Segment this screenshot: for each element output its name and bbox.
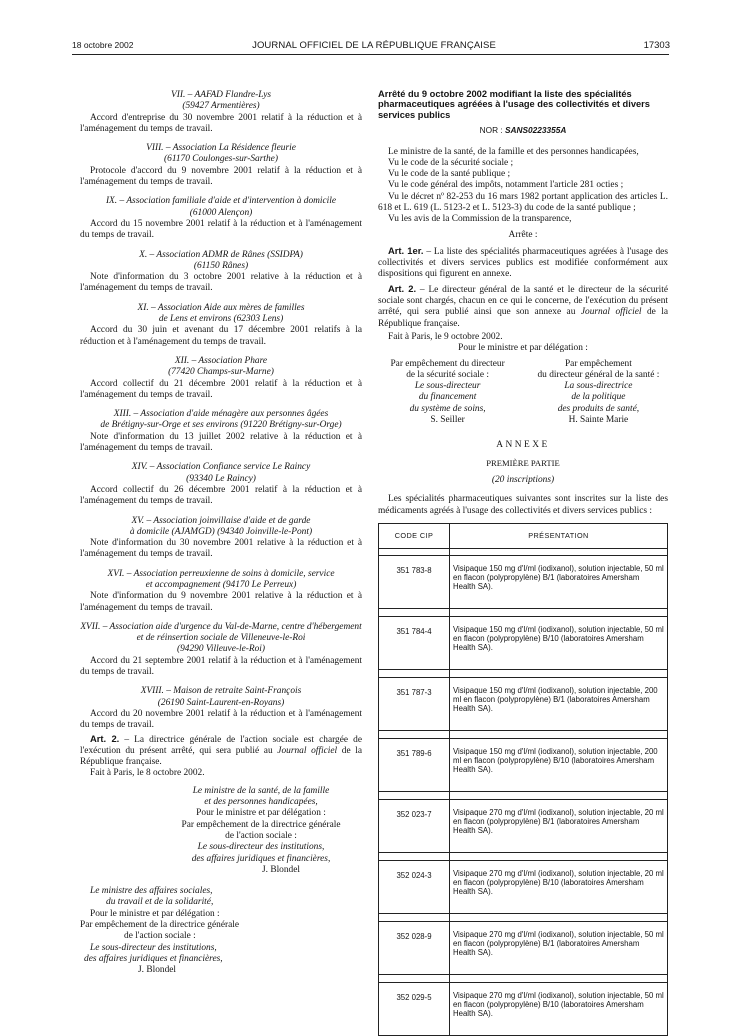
table-row [379,914,668,975]
presentation-text: Visipaque 270 mg d'I/ml (iodixanol), solution injectable, 20 ml en flacon (polypropylène) B/10 (laboratoires Amersham Health SA). [450,860,667,914]
visas-list [378,158,668,226]
table-row [379,609,668,670]
entry [80,356,362,401]
signature-block-right [378,359,668,427]
entry [80,143,362,188]
entry-text: Accord du 15 novembre 2001 relatif à la réduction et à l'aménagement du temps de travail. [80,218,362,241]
entry-text: Accord du 20 novembre 2001 relatif à la réduction et à l'aménagement du temps de travail. [80,708,362,731]
entry-text: Accord d'entreprise du 30 novembre 2001 relatif à la réduction et à l'aménagement du temps de travail. [80,112,362,134]
entry-title: XIII. – Association d'aide ménagère aux personnes âgées [113,409,329,420]
entry-title: XIV. – Association Confiance service Le Raincy [131,462,311,473]
table-row [379,853,668,914]
article-label: Art. 1er. [388,244,424,256]
entry-place: (59427 Armentières) [182,101,260,112]
entry [80,409,362,454]
table-row [379,731,668,792]
entry-place: (61170 Coulonges-sur-Sarthe) [164,154,278,165]
cip-code: 351 783-8 [379,555,449,609]
nor-reference: NOR : SANS0223355A [479,125,567,136]
right-done-at: Fait à Paris, le 9 octobre 2002. [388,331,503,342]
entry-text: Note d'information du 3 octobre 2001 relative à la réduction et à l'aménagement du temps de travail. [80,272,362,294]
cip-code: 351 789-6 [379,738,449,792]
entry-text: Note d'information du 30 novembre 2001 relative à la réduction et à l'aménagement du temps de travail. [80,538,362,560]
visa-line: Vu le code de la santé publique ; [388,169,511,180]
entry-text: Accord du 21 septembre 2001 relatif à la réduction et à l'aménagement du temps de travail. [80,655,362,678]
annexe-part: PREMIÈRE PARTIE [486,457,560,468]
cip-code: 351 787-3 [379,677,449,731]
entry-title: VIII. – Association La Résidence fleurie [146,143,296,154]
entry [80,462,362,507]
presentation-text: Visipaque 150 mg d'I/ml (iodixanol), solution injectable, 50 ml en flacon (polypropylène) B/1 (laboratoires Amersham Health SA). [450,555,667,609]
table-row [379,975,668,1036]
delegation-line: Pour le ministre et par délégation : [458,343,588,354]
visa-line: Vu le code de la sécurité sociale ; [388,157,514,168]
presentation-text: Visipaque 150 mg d'I/ml (iodixanol), solution injectable, 50 ml en flacon (polypropylène) B/10 (laboratoires Amersham Health SA). [450,616,667,670]
cip-code: 352 023-7 [379,799,449,853]
entry-place: (94290 Villeuve-le-Roi) [176,644,266,655]
entry-place: (77420 Champs-sur-Marne) [168,367,274,378]
entry-place: à domicile (AJAMGD) (94340 Joinville-le-Pont) [129,526,313,537]
entry-text: Note d'information du 9 novembre 2001 relative à la réduction et à l'aménagement du temps de travail. [80,591,362,613]
visa-line: Vu le décret nº 82-253 du 16 mars 1982 portant application des articles L. 618 et L. 619 (L. 5123-2 et L. 5123-3) du code de la santé publique ; [378,191,668,213]
entry [80,569,362,614]
signature-health: Par empêchement du directeur général de la santé : La sous-directrice de la politique des produits de santé, H. Sainte Marie [529,359,668,427]
entry-place: et accompagnement (94170 Le Perreux) [145,579,297,590]
header-rule [72,54,669,55]
entry-place: (26190 Saint-Laurent-en-Royans) [157,697,285,708]
left-column [80,90,362,976]
cip-table [378,523,668,1036]
annexe-count: (20 inscriptions) [491,474,555,485]
entry-place: de Brétigny-sur-Orge et ses environs (91220 Brétigny-sur-Orge) [100,420,342,431]
presentation-text: Visipaque 270 mg d'I/ml (iodixanol), solution injectable, 50 ml en flacon (polypropylène) B/10 (laboratoires Amersham Health SA). [450,982,667,1036]
cip-code: 351 784-4 [379,616,449,670]
entry [80,90,362,135]
entry-title: VII. – AAFAD Flandre-Lys [170,90,272,100]
entry [80,622,362,678]
entry-title: XII. – Association Phare [174,355,268,366]
decree-title: Arrêté du 9 octobre 2002 modifiant la liste des spécialités pharmaceutiques agréées à l'usage des collectivités et divers services publics [378,89,650,120]
entries-list [80,90,362,732]
journal-title: JOURNAL OFFICIEL DE LA RÉPUBLIQUE FRANÇAISE [252,40,496,51]
presentation-text: Visipaque 150 mg d'I/ml (iodixanol), solution injectable, 200 ml en flacon (polypropylène) B/10 (laboratoires Amersham Health SA). [450,738,667,792]
signatory-name: S. Seiller [430,415,465,426]
entry-place: (61000 Alençon) [189,207,253,218]
signatory-name: J. Blondel [138,965,177,976]
right-article-1: Art. 1er. – La liste des spécialités pharmaceutiques agréées à l'usage des collectivités et divers services publics est modifiée conformément aux dispositions qui figurent en annexe. [378,244,668,280]
entry-place: (61150 Rânes) [193,260,249,271]
cip-code: 352 024-3 [379,860,449,914]
signature-block-health: Le ministre de la santé, de la famille et des personnes handicapées, Pour le ministre et par délégation : Par empêchement de la directrice générale de l'action sociale : Le sous-directeur des institutions, des affaires juridiques et financières, J. Blondel [80,786,362,876]
signature-block-social: Le ministre des affaires sociales, du travail et de la solidarité, Pour le ministre et par délégation : Par empêchement de la directrice générale de l'action sociale : Le sous-directeur des institutions, des affaires juridiques et financières, J. Blondel [80,886,362,976]
entry-text: Accord collectif du 26 décembre 2001 relatif à la réduction et à l'aménagement du temps de travail. [80,484,362,507]
entry [80,303,362,348]
entry-text: Accord du 30 juin et avenant du 17 décembre 2001 relatifs à la réduction et à l'aménagement du temps de travail. [80,325,362,347]
cip-code: 352 029-5 [379,982,449,1036]
cip-code: 352 028-9 [379,921,449,975]
column-header-presentation: PRÉSENTATION [450,523,668,548]
entry [80,196,362,241]
visa-line: Vu les avis de la Commission de la transparence, [388,214,572,225]
decree-intro: Le ministre de la santé, de la famille et des personnes handicapées, [388,146,639,157]
right-column [378,89,668,1036]
signatory-name: J. Blondel [261,864,301,875]
entry-text: Accord collectif du 21 décembre 2001 relatif à la réduction et à l'aménagement du temps de travail. [80,378,362,400]
article-label: Art. 2. [90,732,120,744]
entry-title: XVIII. – Maison de retraite Saint-François [140,686,302,697]
presentation-text: Visipaque 270 mg d'I/ml (iodixanol), solution injectable, 50 ml en flacon (polypropylène) B/1 (laboratoires Amersham Health SA). [450,921,667,975]
entry-text: Note d'information du 13 juillet 2002 relative à la réduction et à l'aménagement du temps de travail. [80,431,362,454]
table-row [379,670,668,731]
header-date: 18 octobre 2002 [72,40,134,50]
entry [80,686,362,731]
page-number: 17303 [643,40,670,51]
entry-title: XV. – Association joinvillaise d'aide et de garde [131,515,311,526]
signatory-name: H. Sainte Marie [568,415,629,426]
entry-title: XVII. – Association aide d'urgence du Val-de-Marne, centre d'hébergement et de réinsertion sociale de Villeneuve-le-Roi [80,621,362,644]
article-label: Art. 2. [388,282,417,294]
signature-social-security: Par empêchement du directeur de la sécurité sociale : Le sous-directeur du financement du système de soins, S. Seiller [378,359,517,427]
table-row [379,792,668,853]
entry-text: Protocole d'accord du 9 novembre 2001 relatif à la réduction et à l'aménagement du temps de travail. [80,165,362,188]
entry-title: XI. – Association Aide aux mères de familles [137,302,305,313]
entry-place: (93340 Le Raincy) [186,473,256,484]
entry [80,250,362,295]
entry-title: X. – Association ADMR de Rânes (SSIDPA) [139,249,303,260]
entry-title: IX. – Association familiale d'aide et d'intervention à domicile [105,196,337,207]
left-done-at: Fait à Paris, le 8 octobre 2002. [90,768,205,779]
table-row [379,548,668,609]
arrete-label: Arrête : [508,229,538,240]
visa-line: Vu le code général des impôts, notamment l'article 281 octies ; [388,180,624,191]
right-article-2: Art. 2. – Le directeur général de la santé et le directeur de la sécurité sociale sont chargés, chacun en ce qui le concerne, de l'exécution du présent arrêté, qui sera publié ainsi que son annexe au Journal officiel de la République française. [378,282,669,329]
annexe-heading: ANNEXE [496,440,550,451]
annexe-intro: Les spécialités pharmaceutiques suivantes sont inscrites sur la liste des médicaments agréés à l'usage des collectivités et divers services publics : [378,494,668,516]
entry-title: XVI. – Association perreuxienne de soins à domicile, service [107,568,335,579]
column-header-code: CODE CIP [379,523,450,548]
presentation-text: Visipaque 150 mg d'I/ml (iodixanol), solution injectable, 200 ml en flacon (polypropylène) B/1 (laboratoires Amersham Health SA). [450,677,667,731]
entry-place: de Lens et environs (62303 Lens) [158,314,284,325]
presentation-text: Visipaque 270 mg d'I/ml (iodixanol), solution injectable, 20 ml en flacon (polypropylène) B/1 (laboratoires Amersham Health SA). [450,799,667,853]
left-article-2: Art. 2. – La directrice générale de l'action sociale est chargée de l'exécution du présent arrêté, qui sera publié au Journal officiel de la République française. [80,732,363,768]
entry [80,516,362,561]
